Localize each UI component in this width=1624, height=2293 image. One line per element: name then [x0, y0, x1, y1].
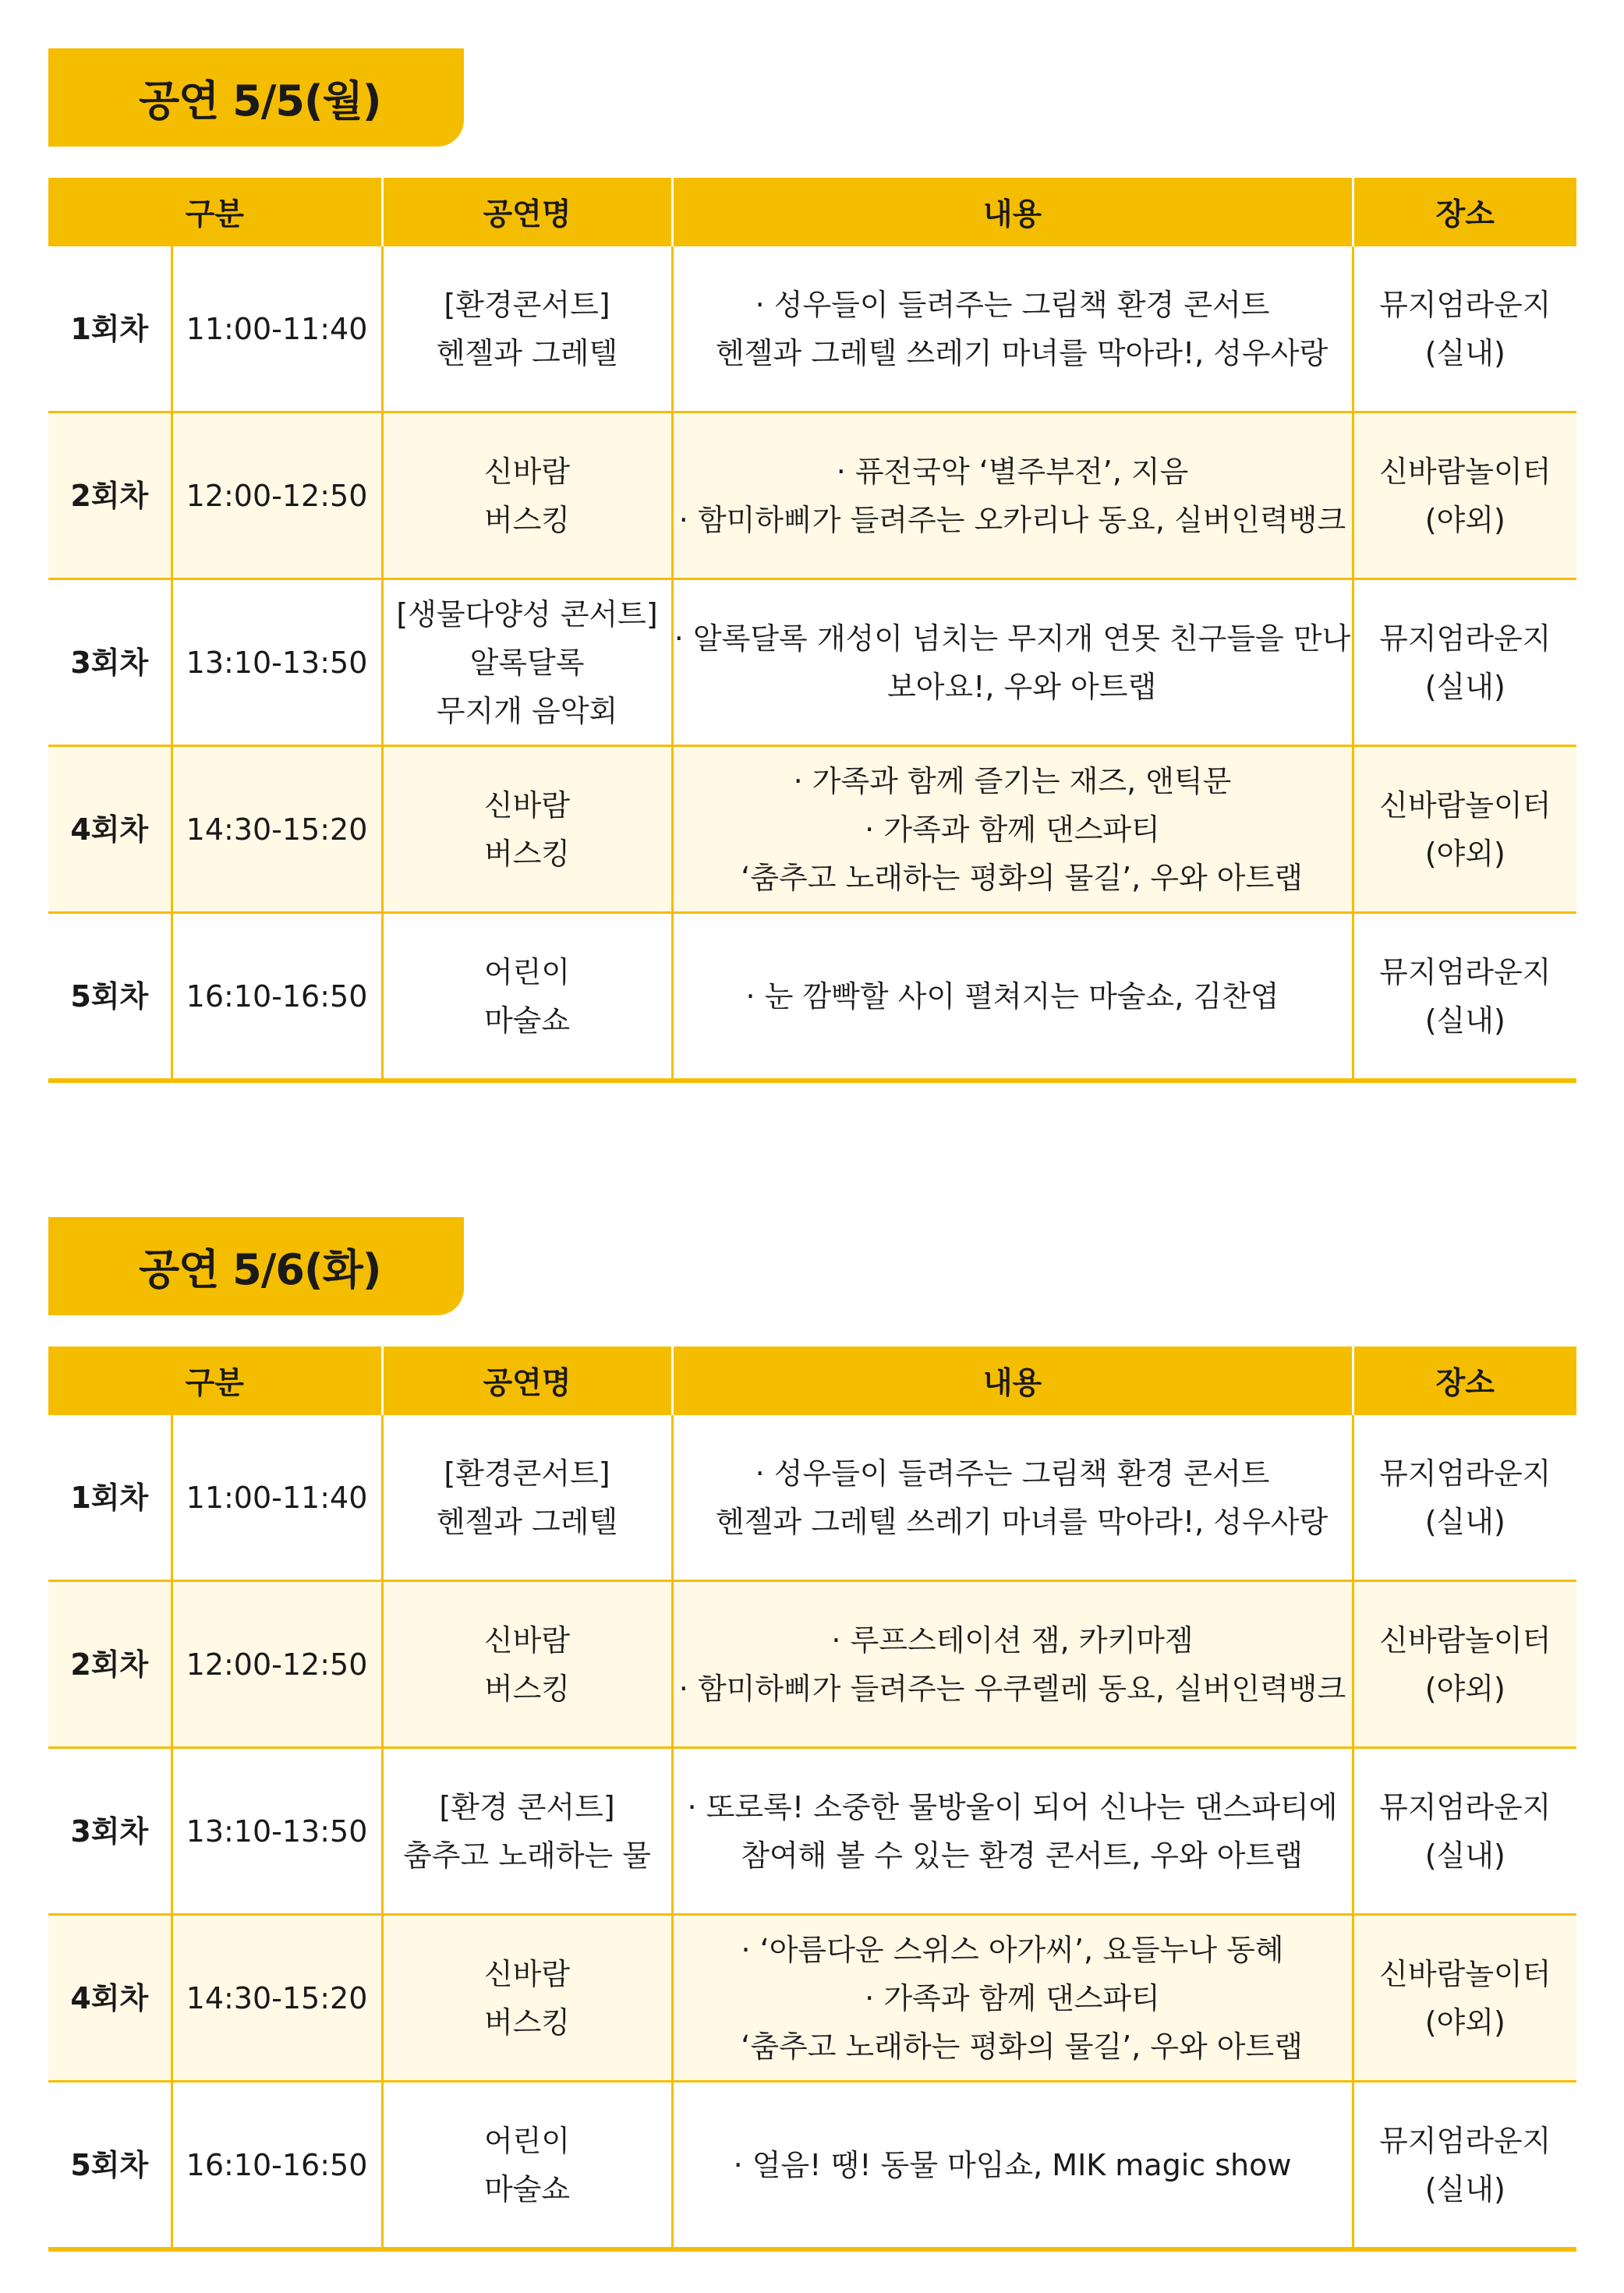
content-line: · 눈 깜빡할 사이 펼쳐지는 마술쇼, 김찬엽	[745, 978, 1279, 1014]
place-line: (실내)	[1424, 1003, 1505, 1038]
performance-name-cell	[382, 246, 672, 412]
performance-name-cell	[382, 1415, 672, 1581]
performance-name-cell	[382, 746, 672, 913]
header-category: 구분	[48, 178, 382, 246]
name-line: 신바람	[483, 454, 571, 489]
content-cell	[672, 1915, 1353, 2082]
content-line: · 성우들이 들려주는 그림책 환경 콘서트	[755, 1456, 1270, 1491]
place-line: 뮤지엄라운지	[1379, 954, 1551, 989]
place-cell	[1353, 1915, 1576, 2082]
content-line: ‘춤추고 노래하는 평화의 물길’, 우와 아트랩	[722, 2029, 1303, 2064]
content-line: · 가족과 함께 댄스파티	[865, 812, 1160, 847]
round-cell: 5회차	[48, 2082, 172, 2250]
table-row	[48, 246, 1576, 412]
schedule-table	[48, 1346, 1576, 2252]
name-line: 어린이	[483, 954, 571, 989]
place-line: 신바람놀이터	[1379, 787, 1551, 823]
round-cell: 1회차	[70, 1480, 149, 1515]
name-line: [환경콘서트]	[444, 1456, 610, 1491]
place-cell	[1353, 1415, 1576, 1581]
content-line: · ‘아름다운 스위스 아가씨’, 요들누나 동혜	[741, 1932, 1284, 1967]
place-cell	[1353, 579, 1576, 746]
name-line: 버스킹	[483, 2005, 571, 2040]
content-cell	[672, 1748, 1353, 1915]
place-line: 뮤지엄라운지	[1379, 287, 1551, 322]
content-line: · 함미하삐가 들려주는 우쿠렐레 동요, 실버인력뱅크	[678, 1671, 1346, 1706]
name-line: 신바람	[483, 787, 571, 823]
place-line: (실내)	[1424, 669, 1505, 704]
header-category: 구분	[48, 1346, 382, 1415]
name-line: 마술쇼	[483, 2171, 571, 2206]
table-row	[48, 2082, 1576, 2250]
time-cell: 13:10-13:50	[172, 579, 382, 746]
content-line: 참여해 볼 수 있는 환경 콘서트, 우와 아트랩	[722, 1838, 1303, 1873]
header-content: 내용	[672, 178, 1353, 246]
place-line: (야외)	[1424, 2005, 1505, 2040]
name-line: 춤추고 노래하는 물	[403, 1838, 651, 1873]
content-cell	[672, 412, 1353, 579]
round-cell: 1회차	[70, 311, 149, 346]
place-cell	[1353, 246, 1576, 412]
place-line: (야외)	[1424, 836, 1505, 871]
content-cell	[672, 746, 1353, 913]
content-cell	[672, 2082, 1353, 2250]
section-title: 공연 5/6(화)	[48, 1217, 464, 1315]
performance-name-cell	[382, 579, 672, 746]
content-line: · 또로록! 소중한 물방울이 되어 신나는 댄스파티에	[687, 1789, 1338, 1824]
performance-name-cell	[382, 1915, 672, 2082]
round-cell: 4회차	[48, 1915, 172, 2082]
table-header-row	[48, 1346, 1576, 1415]
table-row	[48, 1748, 1576, 1915]
place-cell	[1353, 913, 1576, 1081]
round-cell: 4회차	[48, 746, 172, 913]
place-line: (야외)	[1424, 1671, 1505, 1706]
place-line: 뮤지엄라운지	[1379, 1456, 1551, 1491]
content-line: · 루프스테이션 잼, 카키마젬	[831, 1622, 1194, 1658]
round-cell: 3회차	[48, 579, 172, 746]
time-cell: 12:00-12:50	[172, 412, 382, 579]
name-line: 알록달록	[469, 645, 585, 680]
time-cell: 14:30-15:20	[172, 746, 382, 913]
content-cell	[672, 913, 1353, 1081]
name-line: [환경 콘서트]	[439, 1789, 615, 1824]
name-line: 헨젤과 그레텔	[436, 1504, 618, 1539]
time-cell: 16:10-16:50	[172, 2082, 382, 2250]
table-body	[48, 246, 1576, 1081]
section-title: 공연 5/5(월)	[48, 48, 464, 147]
name-line: 마술쇼	[483, 1003, 571, 1038]
place-cell	[1353, 412, 1576, 579]
name-line: 헨젤과 그레텔	[436, 335, 618, 370]
table-row	[48, 579, 1576, 746]
content-line: · 알록달록 개성이 넘치는 무지개 연못 친구들을 만나	[674, 621, 1351, 656]
time-cell: 14:30-15:20	[172, 1915, 382, 2082]
place-line: (실내)	[1424, 1504, 1505, 1539]
round-cell: 3회차	[48, 1748, 172, 1915]
name-line: 신바람	[483, 1956, 571, 1991]
place-line: (실내)	[1424, 1838, 1505, 1873]
place-line: 신바람놀이터	[1379, 454, 1551, 489]
content-line: 보아요!, 우와 아트랩	[868, 669, 1157, 704]
name-line: [생물다양성 콘서트]	[396, 596, 658, 632]
place-line: 뮤지엄라운지	[1379, 1789, 1551, 1824]
performance-name-cell	[382, 2082, 672, 2250]
table-row	[48, 1581, 1576, 1748]
name-line: 무지개 음악회	[436, 693, 618, 728]
table-body	[48, 1415, 1576, 2249]
content-line: · 가족과 함께 댄스파티	[865, 1980, 1160, 2015]
performance-name-cell	[382, 1581, 672, 1748]
performance-name-cell	[382, 412, 672, 579]
table-row	[48, 412, 1576, 579]
header-name: 공연명	[382, 178, 672, 246]
content-cell	[672, 1415, 1353, 1581]
time-cell: 11:00-11:40	[172, 246, 382, 412]
header-place: 장소	[1353, 178, 1576, 246]
place-line: 신바람놀이터	[1379, 1622, 1551, 1658]
content-cell	[672, 1581, 1353, 1748]
place-line: (야외)	[1424, 502, 1505, 537]
name-line: 버스킹	[483, 502, 571, 537]
place-line: (실내)	[1424, 2171, 1505, 2206]
content-line: · 가족과 함께 즐기는 재즈, 앤틱문	[793, 763, 1232, 798]
name-line: 버스킹	[483, 1671, 571, 1706]
name-line: 신바람	[483, 1622, 571, 1658]
place-cell	[1353, 1748, 1576, 1915]
time-cell: 12:00-12:50	[172, 1581, 382, 1748]
time-cell: 13:10-13:50	[172, 1748, 382, 1915]
place-line: 신바람놀이터	[1379, 1956, 1551, 1991]
header-name: 공연명	[382, 1346, 672, 1415]
content-line: · 성우들이 들려주는 그림책 환경 콘서트	[755, 287, 1270, 322]
place-line: (실내)	[1424, 335, 1505, 370]
round-cell: 2회차	[48, 412, 172, 579]
content-line: 헨젤과 그레텔 쓰레기 마녀를 막아라!, 성우사랑	[696, 335, 1329, 370]
name-line: [환경콘서트]	[444, 287, 610, 322]
content-line: · 함미하삐가 들려주는 오카리나 동요, 실버인력뱅크	[678, 502, 1346, 537]
header-content: 내용	[672, 1346, 1353, 1415]
round-cell: 5회차	[48, 913, 172, 1081]
table-row	[48, 913, 1576, 1081]
header-place: 장소	[1353, 1346, 1576, 1415]
performance-name-cell	[382, 1748, 672, 1915]
content-line: · 얼음! 땡! 동물 마임쇼, MIK magic show	[733, 2147, 1292, 2182]
name-line: 어린이	[483, 2123, 571, 2158]
place-cell	[1353, 746, 1576, 913]
content-line: · 퓨전국악 ‘별주부전’, 지음	[836, 454, 1189, 489]
place-cell	[1353, 1581, 1576, 1748]
content-line: 헨젤과 그레텔 쓰레기 마녀를 막아라!, 성우사랑	[696, 1504, 1329, 1539]
table-header-row	[48, 178, 1576, 246]
table-row	[48, 1915, 1576, 2082]
place-cell	[1353, 2082, 1576, 2250]
time-cell: 11:00-11:40	[172, 1415, 382, 1581]
schedule-table	[48, 178, 1576, 1083]
table-row	[48, 746, 1576, 913]
content-cell	[672, 246, 1353, 412]
content-line: ‘춤추고 노래하는 평화의 물길’, 우와 아트랩	[722, 860, 1303, 895]
place-line: 뮤지엄라운지	[1379, 2123, 1551, 2158]
content-cell	[672, 579, 1353, 746]
performance-name-cell	[382, 913, 672, 1081]
name-line: 버스킹	[483, 836, 571, 871]
round-cell: 2회차	[48, 1581, 172, 1748]
table-row	[48, 1415, 1576, 1581]
place-line: 뮤지엄라운지	[1379, 621, 1551, 656]
time-cell: 16:10-16:50	[172, 913, 382, 1081]
